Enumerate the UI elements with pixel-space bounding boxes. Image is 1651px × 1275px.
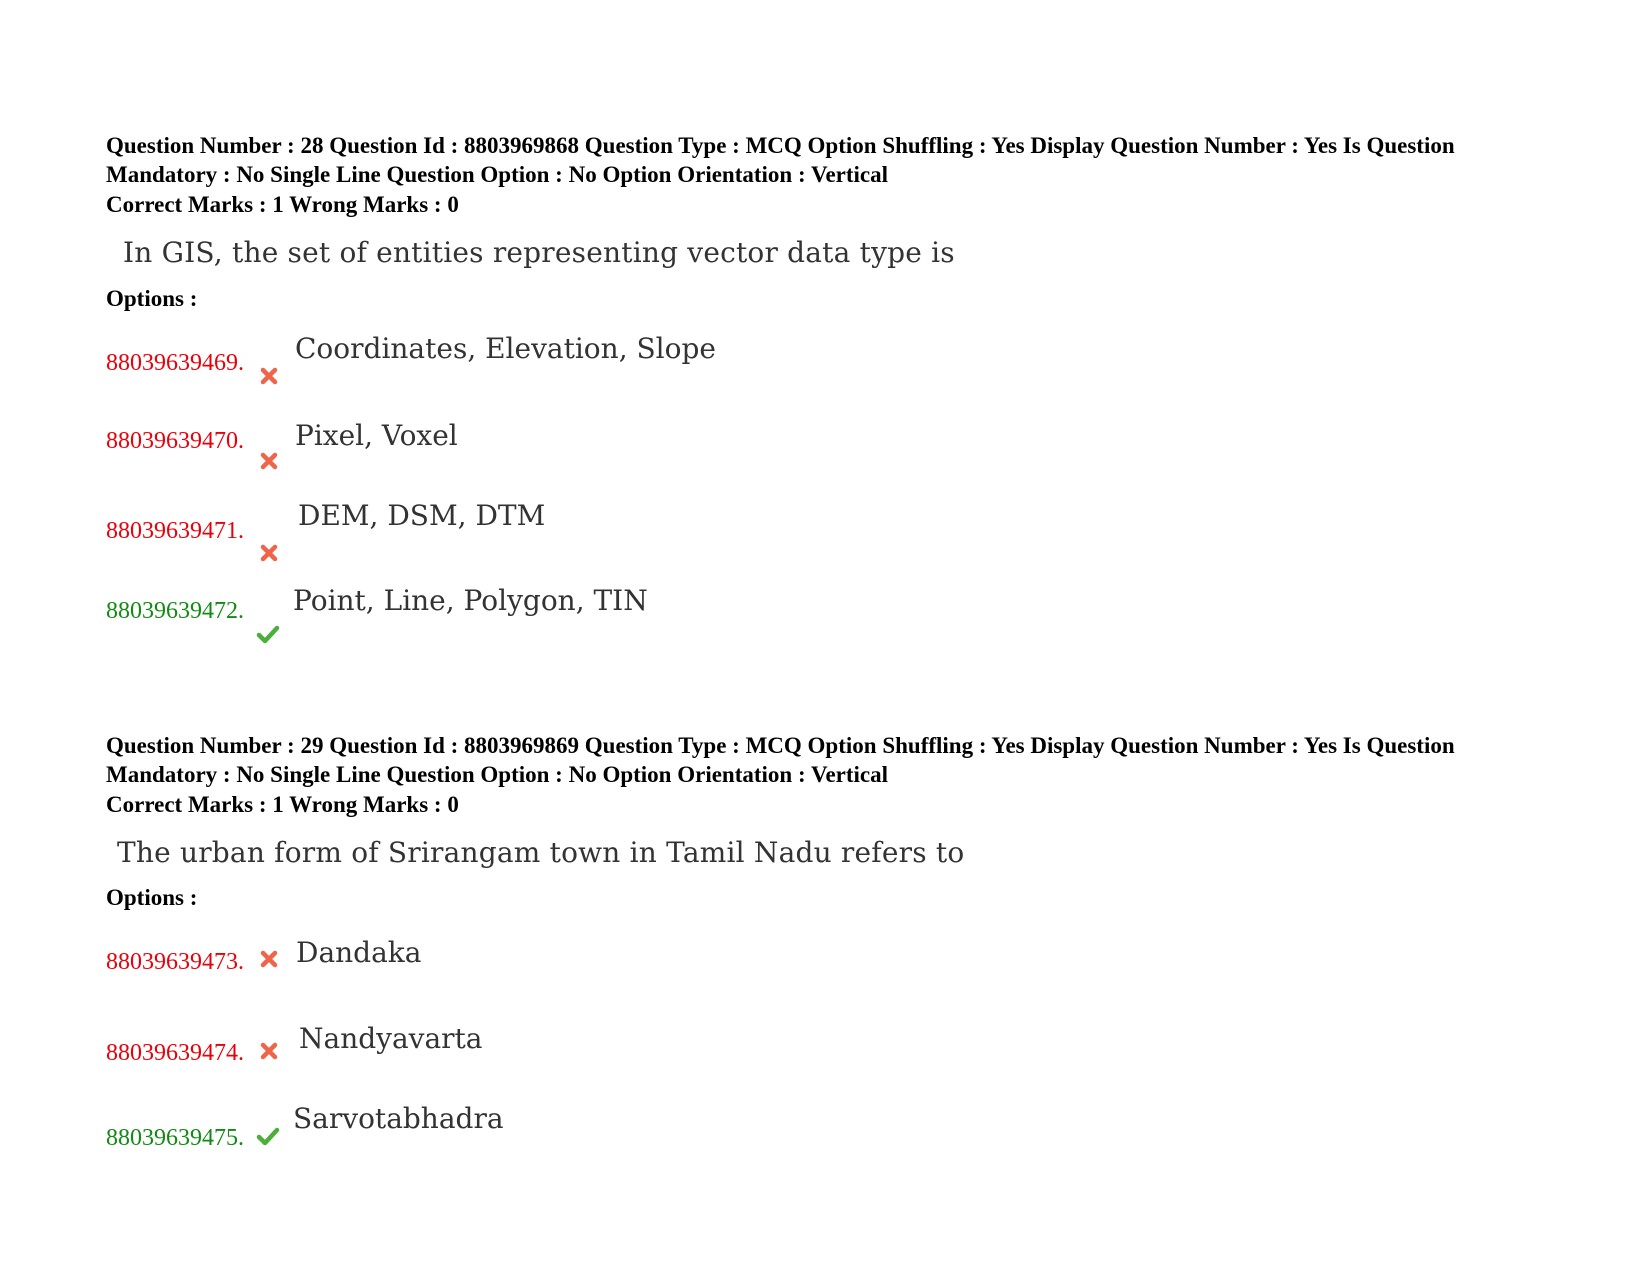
cross-icon — [259, 543, 279, 563]
question-text: In GIS, the set of entities representing vector data type is — [123, 236, 955, 269]
option-text: Nandyavarta — [299, 1022, 483, 1055]
question-meta: Question Number : 29 Question Id : 8803969869 Question Type : MCQ Option Shuffling : Yes Display Question Number : Yes Is Question Mandatory : No Single Line Question Option : No Option Orientation : Vertical — [106, 733, 1455, 787]
option-text: Dandaka — [296, 936, 422, 969]
option-number: 88039639471. — [106, 518, 244, 544]
option-number: 88039639475. — [106, 1125, 244, 1151]
option-number: 88039639469. — [106, 350, 244, 376]
options-label: Options : — [106, 885, 198, 910]
option-text: DEM, DSM, DTM — [298, 499, 546, 532]
question-marks: Correct Marks : 1 Wrong Marks : 0 — [106, 192, 459, 217]
option-text: Coordinates, Elevation, Slope — [295, 332, 716, 365]
option-number: 88039639474. — [106, 1040, 244, 1066]
option-number: 88039639473. — [106, 949, 244, 975]
option-text: Point, Line, Polygon, TIN — [293, 584, 648, 617]
options-label: Options : — [106, 286, 198, 311]
option-number: 88039639470. — [106, 428, 244, 454]
cross-icon — [259, 451, 279, 471]
cross-icon — [259, 949, 279, 969]
check-icon — [256, 1126, 280, 1146]
option-text: Pixel, Voxel — [295, 419, 458, 452]
option-number: 88039639472. — [106, 598, 244, 624]
cross-icon — [259, 366, 279, 386]
question-text: The urban form of Srirangam town in Tamil Nadu refers to — [117, 836, 965, 869]
question-marks: Correct Marks : 1 Wrong Marks : 0 — [106, 792, 459, 817]
question-meta: Question Number : 28 Question Id : 8803969868 Question Type : MCQ Option Shuffling : Yes Display Question Number : Yes Is Question Mandatory : No Single Line Question Option : No Option Orientation : Vertical — [106, 133, 1455, 187]
cross-icon — [259, 1041, 279, 1061]
check-icon — [256, 624, 280, 644]
option-text: Sarvotabhadra — [293, 1102, 504, 1135]
